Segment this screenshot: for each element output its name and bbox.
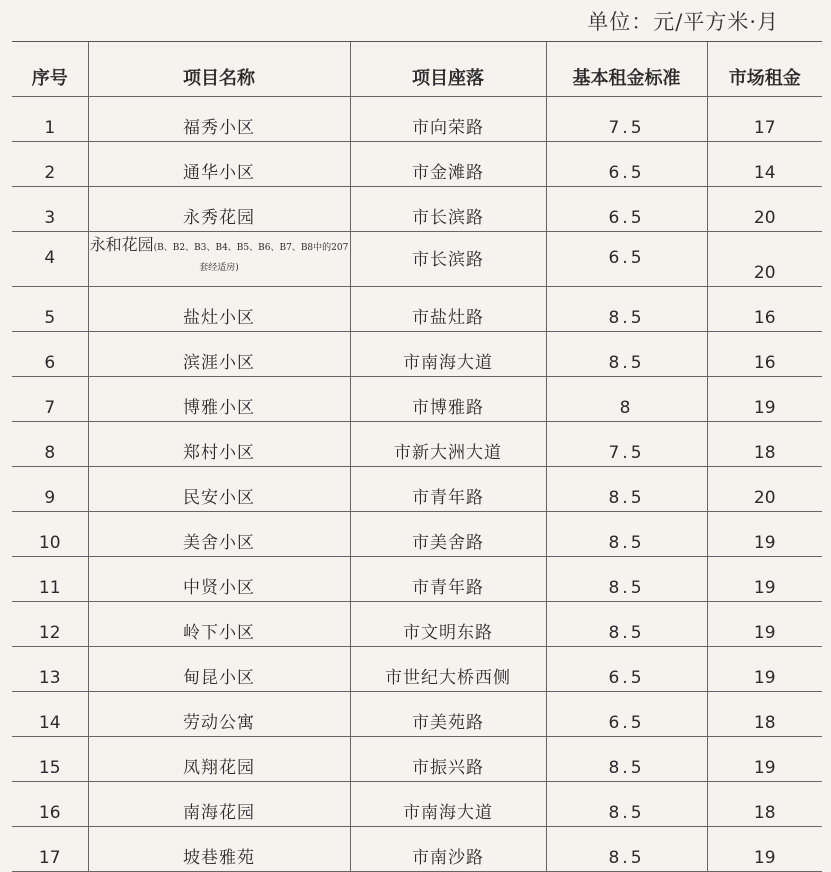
table-row [12, 187, 822, 232]
rent-table [12, 41, 822, 872]
cell-market-rent: 14 [707, 142, 822, 187]
cell-location: 市向荣路 [350, 97, 546, 142]
cell-name-note: (B、B2、B3、B4、B5、B6、B7、B8中的207套经适房) [153, 243, 349, 273]
cell-market-rent: 19 [707, 737, 822, 782]
table-row [12, 287, 822, 332]
cell-market-rent: 18 [707, 422, 822, 467]
cell-market-rent: 19 [707, 647, 822, 692]
cell-base-rent: 6.5 [546, 142, 707, 187]
cell-location: 市振兴路 [350, 737, 546, 782]
table-row [12, 647, 822, 692]
cell-market-rent: 19 [707, 512, 822, 557]
table-row [12, 692, 822, 737]
cell-index: 13 [12, 647, 88, 692]
cell-location: 市美苑路 [350, 692, 546, 737]
cell-base-rent: 8.5 [546, 287, 707, 332]
cell-index: 3 [12, 187, 88, 232]
cell-base-rent: 7.5 [546, 422, 707, 467]
table-row [12, 557, 822, 602]
cell-name: 凤翔花园 [88, 737, 350, 782]
cell-name: 岭下小区 [88, 602, 350, 647]
cell-base-rent: 6.5 [546, 647, 707, 692]
cell-index: 1 [12, 97, 88, 142]
cell-location: 市金滩路 [350, 142, 546, 187]
table-row [12, 377, 822, 422]
table-row [12, 142, 822, 187]
cell-market-rent: 16 [707, 287, 822, 332]
cell-base-rent: 8.5 [546, 557, 707, 602]
cell-name: 郑村小区 [88, 422, 350, 467]
cell-name: 劳动公寓 [88, 692, 350, 737]
table-row [12, 737, 822, 782]
table-row [12, 827, 822, 872]
cell-index: 2 [12, 142, 88, 187]
table-row [12, 97, 822, 142]
table-row [12, 512, 822, 557]
cell-index: 9 [12, 467, 88, 512]
table-row [12, 232, 822, 287]
header-row [12, 42, 822, 97]
cell-location: 市盐灶路 [350, 287, 546, 332]
cell-name: 博雅小区 [88, 377, 350, 422]
cell-index: 16 [12, 782, 88, 827]
cell-name-main: 永和花园 [89, 235, 154, 254]
cell-base-rent: 6.5 [546, 187, 707, 232]
cell-index: 5 [12, 287, 88, 332]
cell-index: 4 [12, 232, 88, 287]
cell-base-rent: 6.5 [546, 692, 707, 737]
cell-location: 市美舍路 [350, 512, 546, 557]
cell-location: 市文明东路 [350, 602, 546, 647]
cell-market-rent: 19 [707, 602, 822, 647]
cell-location: 市南海大道 [350, 782, 546, 827]
cell-market-rent: 19 [707, 377, 822, 422]
cell-index: 14 [12, 692, 88, 737]
table-row [12, 602, 822, 647]
cell-index: 15 [12, 737, 88, 782]
cell-location: 市世纪大桥西侧 [350, 647, 546, 692]
cell-base-rent: 8.5 [546, 512, 707, 557]
cell-location: 市博雅路 [350, 377, 546, 422]
cell-market-rent: 18 [707, 782, 822, 827]
cell-index: 8 [12, 422, 88, 467]
cell-market-rent: 16 [707, 332, 822, 377]
cell-index: 12 [12, 602, 88, 647]
cell-base-rent: 8.5 [546, 467, 707, 512]
cell-name: 甸昆小区 [88, 647, 350, 692]
cell-name [88, 232, 350, 287]
cell-base-rent: 8 [546, 377, 707, 422]
cell-market-rent: 20 [707, 187, 822, 232]
cell-index: 10 [12, 512, 88, 557]
header-location: 项目座落 [350, 42, 546, 97]
table-row [12, 422, 822, 467]
cell-location: 市南沙路 [350, 827, 546, 872]
cell-index: 11 [12, 557, 88, 602]
unit-label: 单位：元/平方米·月 [587, 10, 779, 34]
cell-base-rent: 8.5 [546, 737, 707, 782]
cell-location: 市新大洲大道 [350, 422, 546, 467]
cell-market-rent: 19 [707, 827, 822, 872]
cell-index: 7 [12, 377, 88, 422]
cell-base-rent: 7.5 [546, 97, 707, 142]
table-row [12, 467, 822, 512]
cell-name: 南海花园 [88, 782, 350, 827]
cell-base-rent: 8.5 [546, 602, 707, 647]
cell-index: 6 [12, 332, 88, 377]
cell-market-rent: 19 [707, 557, 822, 602]
cell-base-rent: 8.5 [546, 332, 707, 377]
cell-base-rent: 8.5 [546, 827, 707, 872]
cell-index: 17 [12, 827, 88, 872]
cell-market-rent: 18 [707, 692, 822, 737]
header-name: 项目名称 [88, 42, 350, 97]
cell-name: 坡巷雅苑 [88, 827, 350, 872]
table-row [12, 332, 822, 377]
cell-location: 市青年路 [350, 557, 546, 602]
cell-location: 市青年路 [350, 467, 546, 512]
cell-location: 市南海大道 [350, 332, 546, 377]
cell-name: 滨涯小区 [88, 332, 350, 377]
header-index: 序号 [12, 42, 88, 97]
cell-market-rent: 17 [707, 97, 822, 142]
table-row [12, 782, 822, 827]
cell-market-rent: 20 [707, 467, 822, 512]
cell-location: 市长滨路 [350, 232, 546, 287]
cell-name: 福秀小区 [88, 97, 350, 142]
cell-market-rent: 20 [707, 232, 822, 287]
cell-name: 永秀花园 [88, 187, 350, 232]
cell-location: 市长滨路 [350, 187, 546, 232]
header-market-rent: 市场租金 [707, 42, 822, 97]
cell-name: 中贤小区 [88, 557, 350, 602]
header-base-rent: 基本租金标准 [546, 42, 707, 97]
cell-name: 通华小区 [88, 142, 350, 187]
cell-name: 民安小区 [88, 467, 350, 512]
cell-base-rent: 6.5 [546, 232, 707, 287]
cell-name: 美舍小区 [88, 512, 350, 557]
cell-base-rent: 8.5 [546, 782, 707, 827]
cell-name: 盐灶小区 [88, 287, 350, 332]
